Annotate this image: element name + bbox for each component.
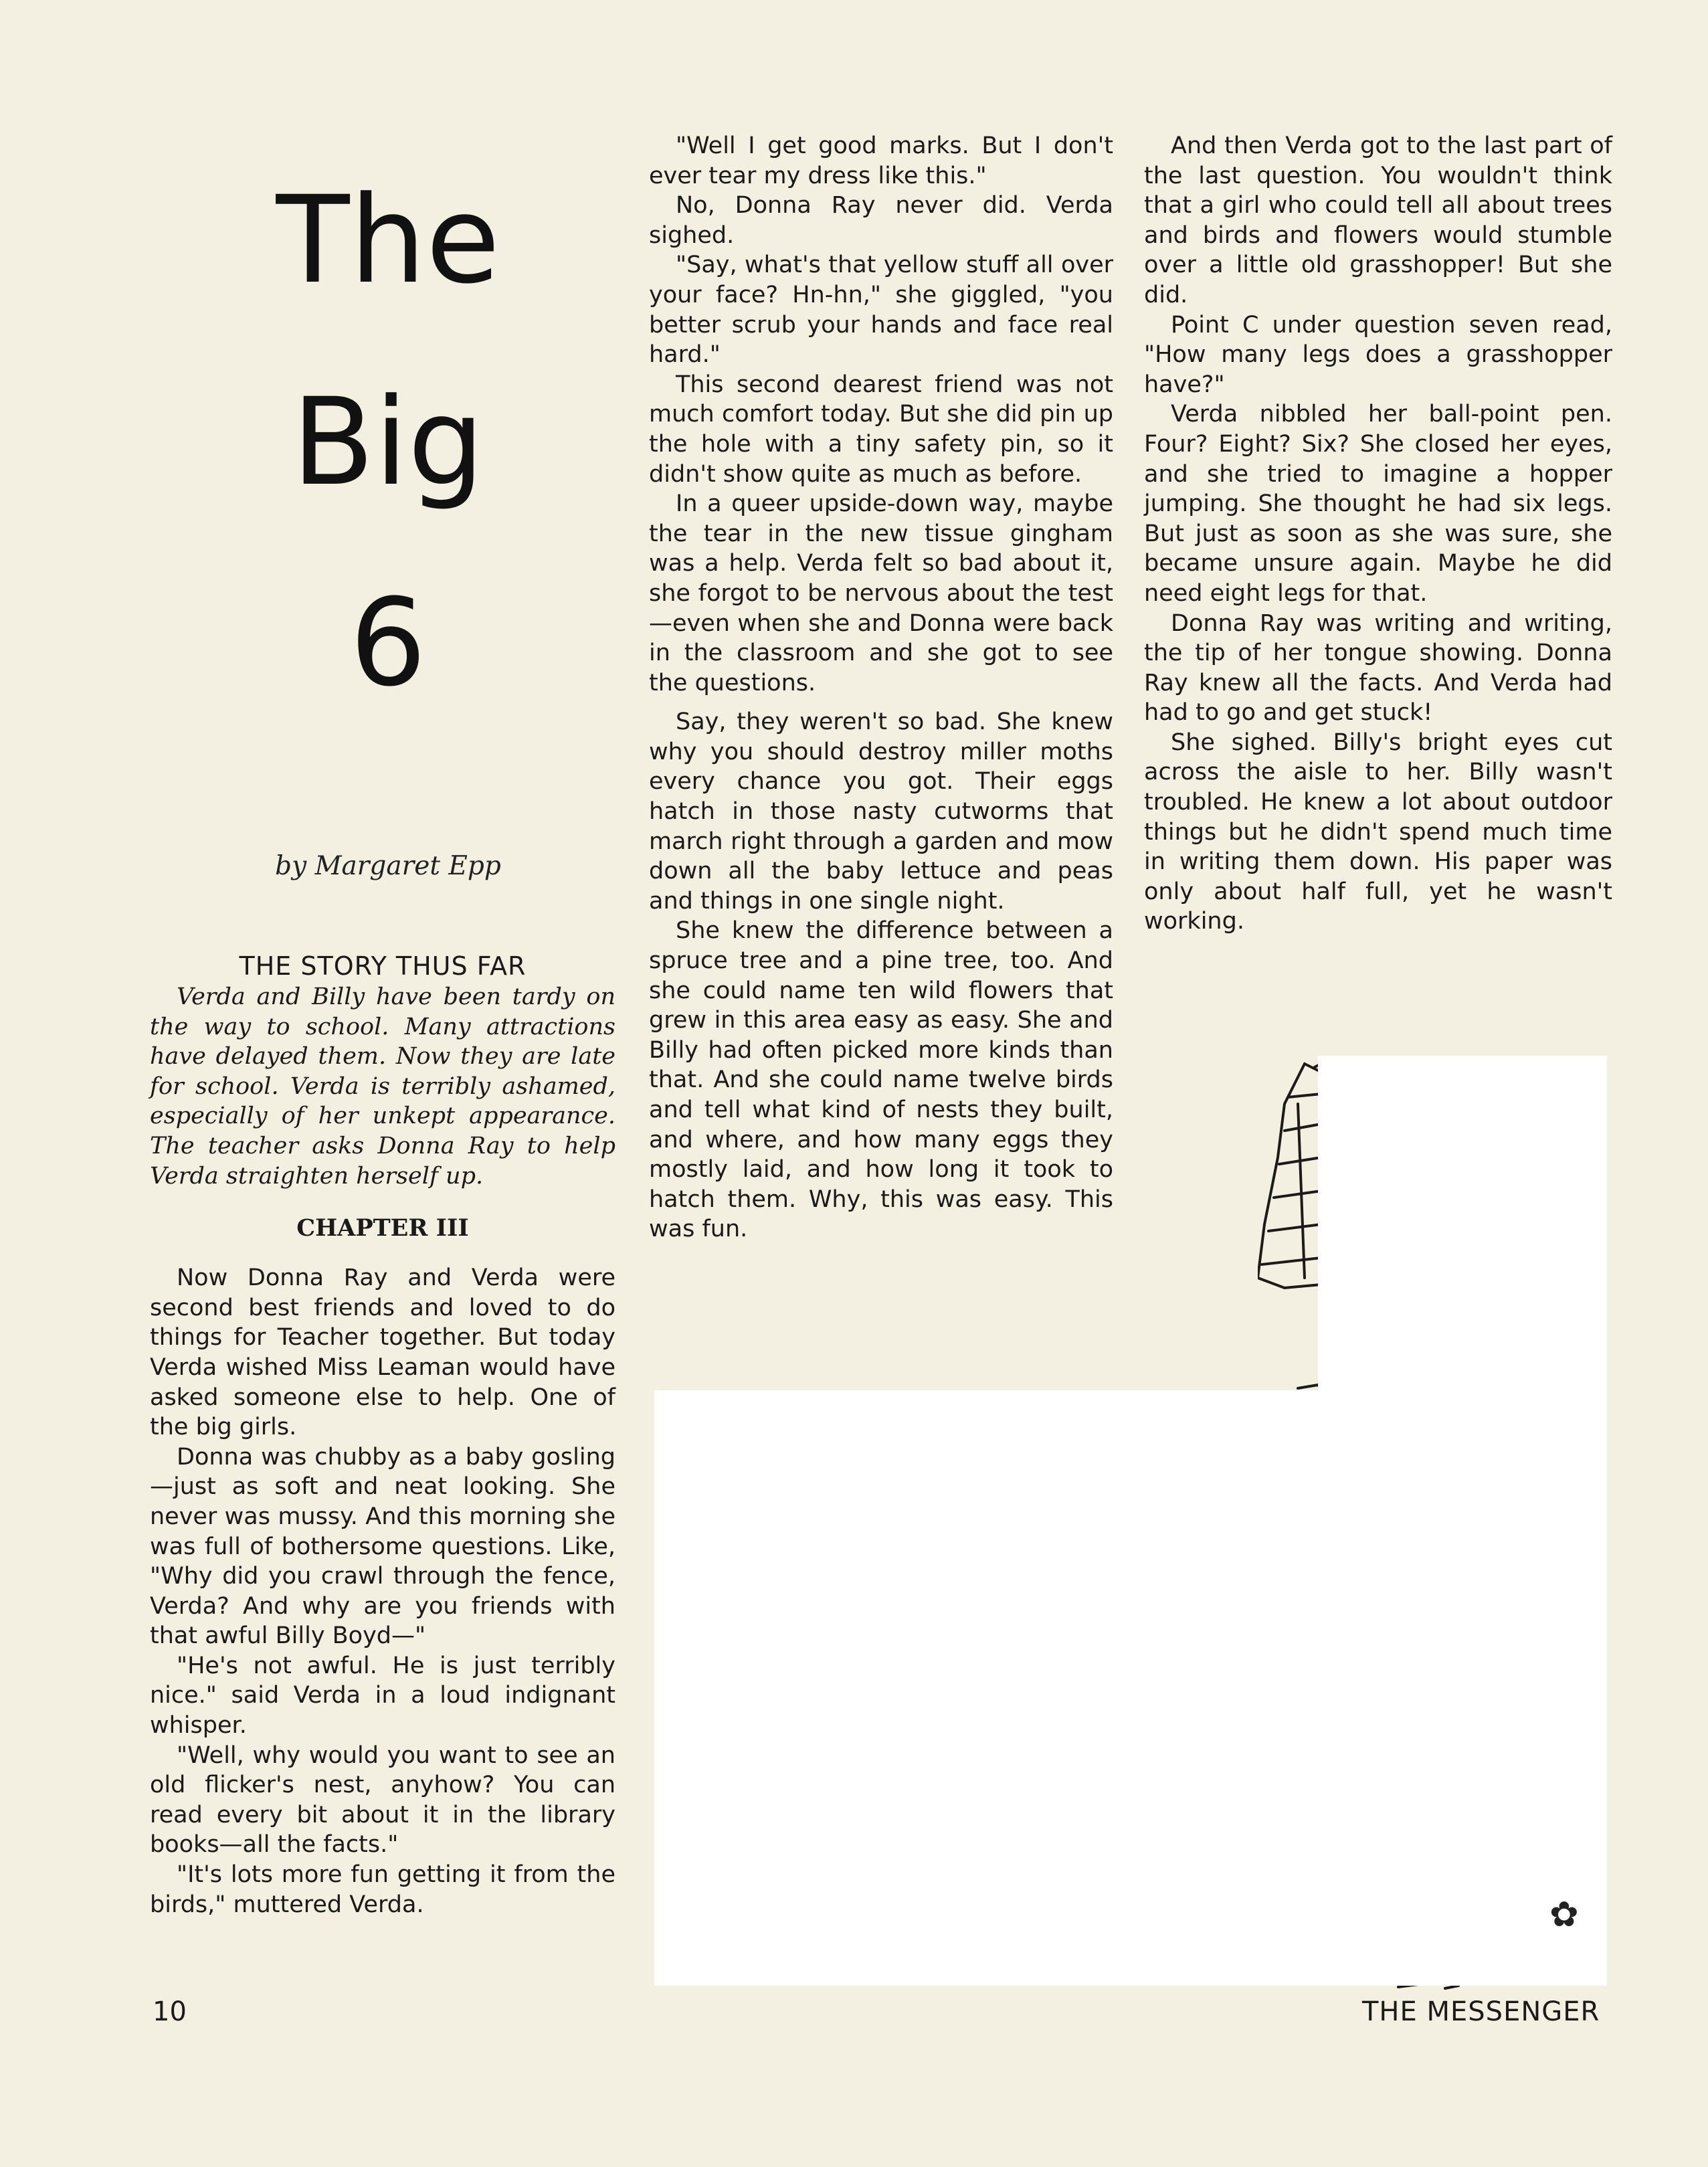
paragraph: "He's not awful. He is just terribly nice." said Verda in a loud indignant whisper.	[150, 1652, 615, 1739]
column-1	[150, 950, 615, 1919]
paragraph: "Say, what's that yellow stuff all over your face? Hn-hn," she giggled, "you better scrub your hands and face real hard."	[649, 252, 1113, 369]
story-thus-far-heading: THE STORY THUS FAR	[239, 951, 527, 981]
paragraph: Say, they weren't so bad. She knew why you should destroy miller moths every chance you got. Their eggs hatch in those nasty cutworms that march right through a garden and mow down all the baby lettuce and peas and things in one single night.	[649, 709, 1113, 915]
paragraph: Donna Ray was writing and writing, the tip of her tongue showing. Donna Ray knew all the facts. And Verda had had to go and get stuck!	[1144, 609, 1612, 727]
chapter-heading: CHAPTER III	[296, 1214, 469, 1242]
column-2	[649, 131, 1113, 1244]
title-word-the: The	[276, 171, 500, 310]
paragraph: Donna was chubby as a baby gosling—just as soft and neat looking. She never was mussy. And this morning she was full of bothersome questions. Like, "Why did you crawl through the fence, Verda? And why are you friends with that awful Billy Boyd—"	[150, 1443, 615, 1650]
flower-ornament-icon: ✿	[1549, 1895, 1579, 1935]
paragraph: "It's lots more fun getting it from the birds," muttered Verda.	[150, 1861, 615, 1918]
paragraph: And then Verda got to the last part of the last question. You wouldn't think that a girl who could tell all about trees and birds and flowers would stumble over a little old grasshopper! But she did.	[1144, 132, 1612, 308]
page-number: 10	[153, 1996, 187, 2027]
magazine-name: THE MESSENGER	[1362, 1996, 1600, 2027]
missing-image-region	[654, 1390, 1607, 1986]
paragraph: Point C under question seven read, "How many legs does a grasshopper have?"	[1144, 311, 1612, 398]
missing-image-region	[1318, 1056, 1607, 1392]
paragraph: In a queer upside-down way, maybe the tear in the new tissue gingham was a help. Verda felt so bad about it, she forgot to be nervous about the test—even when she and Donna were back in the classroom and she got to see the questions.	[649, 490, 1113, 696]
paragraph: "Well, why would you want to see an old flicker's nest, anyhow? You can read every bit about it in the library books—all the facts."	[150, 1741, 615, 1859]
paragraph: She knew the difference between a spruce tree and a pine tree, too. And she could name ten wild flowers that grew in this area easy as easy. She and Billy had often picked more kinds than that. And she could name twelve birds and tell what kind of nests they built, and where, and how many eggs they mostly laid, and how long it took to hatch them. Why, this was easy. This was fun.	[649, 917, 1113, 1243]
byline: by Margaret Epp	[275, 851, 501, 881]
synopsis: Verda and Billy have been tardy on the way to school. Many attractions have delayed them. Now they are late for school. Verda is terribly ashamed, especially of her unkept appearance. The teacher asks Donna Ray to help Verda straighten herself up.	[150, 983, 615, 1190]
paragraph: This second dearest friend was not much comfort today. But she did pin up the hole with a tiny safety pin, so it didn't show quite as much as before.	[649, 371, 1113, 488]
paragraph: She sighed. Billy's bright eyes cut across the aisle to her. Billy wasn't troubled. He knew a lot about outdoor things but he didn't spend much time in writing them down. His paper was only about half full, yet he wasn't working.	[1144, 729, 1612, 935]
paragraph: Verda nibbled her ball-point pen. Four? Eight? Six? She closed her eyes, and she tried to imagine a hopper jumping. She thought he had six legs. But just as soon as she was sure, she became unsure again. Maybe he did need eight legs for that.	[1144, 401, 1612, 607]
paragraph: "Well I get good marks. But I don't ever tear my dress like this."	[649, 132, 1113, 189]
column-3	[1144, 131, 1612, 937]
paragraph: Now Donna Ray and Verda were second best friends and loved to do things for Teacher together. But today Verda wished Miss Leaman would have asked someone else to help. One of the big girls.	[150, 1264, 615, 1441]
title-word-six: 6	[349, 573, 427, 713]
paragraph: No, Donna Ray never did. Verda sighed.	[649, 192, 1113, 249]
title-word-big: Big	[292, 373, 484, 512]
